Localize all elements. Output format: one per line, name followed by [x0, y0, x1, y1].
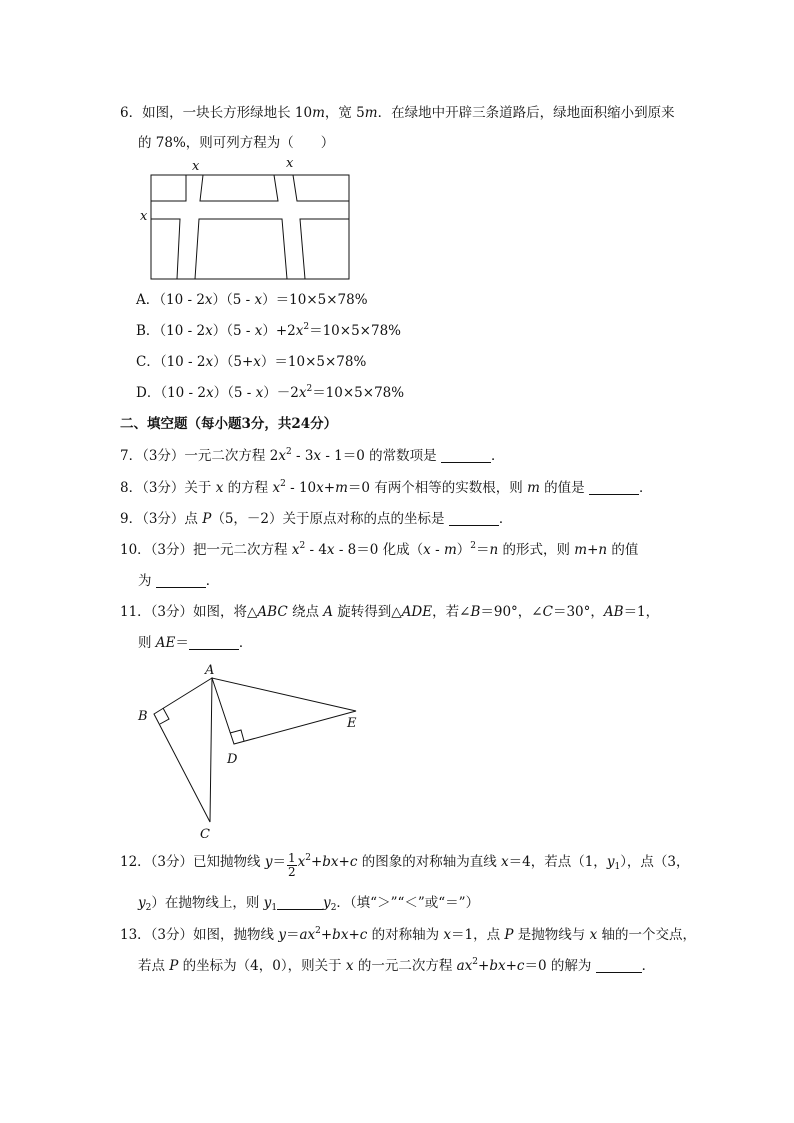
q6-option-b: B．$(10 - 2x)(5 - x)+2x^2=10\times 5\times 78\%$: [136, 322, 401, 339]
section-title: 二、填空题（每小题3分，共24分）: [120, 416, 338, 432]
q6-stem-line1: 6．如图，一块长方形绿地长 10m，宽 5m．在绿地中开辟三条道路后，绿地面积缩小到原来: [120, 105, 675, 121]
point-a: A: [205, 663, 215, 678]
label-x-left: x: [140, 209, 148, 224]
q12-line1: 12．（3分）已知抛物线 y＝ $\frac{1}{2}$ $x^2+bx+c$ 的图象的对称轴为直线 x＝4，若点（1，$y_1$），点（3，: [120, 851, 690, 879]
point-c: C: [200, 827, 210, 842]
q11-line2: 则 AE＝ ．: [138, 635, 253, 651]
q10-line2: 为 ．: [138, 573, 220, 589]
point-e: E: [347, 716, 357, 731]
q12-line2: $y_2$）在抛物线上，则 $y_1$ $y_2$．（填“＞”“＜”或“＝”）: [138, 895, 480, 913]
q9: 9．（3分）点 P（5，－2）关于原点对称的点的坐标是 ．: [120, 511, 513, 527]
point-d: D: [227, 752, 238, 767]
point-b: B: [138, 709, 148, 724]
q6-road-figure: [140, 155, 355, 283]
q8: 8．（3分）关于 x 的方程 $x^2 - 10x+m=0$ 有两个相等的实数根，则 m 的值是 ．: [120, 479, 653, 496]
q6-stem-line2: 的 78%，则可列方程为（ ）: [138, 135, 335, 151]
q13-line1: 13．（3分）如图，抛物线 $y=ax^2+bx+c$ 的对称轴为 x＝1，点 P 是抛物线与 x 轴的一个交点，: [120, 926, 697, 943]
q6-option-a: A．（10 - 2x）（5 - x）＝10×5×78%: [136, 292, 368, 308]
label-x-top-left: x: [192, 159, 200, 174]
q11-line1: 11．（3分）如图，将△ABC 绕点 A 旋转得到△ADE，若∠B＝90°，∠C＝30°，AB＝1，: [120, 604, 660, 620]
q10-line1: 10．（3分）把一元二次方程 $x^2 - 4x - 8=0$ 化成（x - m）$^2$＝n 的形式，则 m+n 的值: [120, 541, 639, 558]
q7: 7．（3分）一元二次方程 $2x^2 - 3x - 1=0$ 的常数项是 ．: [120, 447, 505, 464]
label-x-top-right: x: [286, 156, 294, 171]
q6-option-d: D．$(10 - 2x)(5 - x)-2x^2=10\times 5\times 78\%$: [136, 384, 405, 401]
q13-line2: 若点 P 的坐标为（4，0），则关于 x 的一元二次方程 $ax^2+bx+c=0$ 的解为 ．: [138, 957, 656, 974]
q6-option-c: C．（10 - 2x）（5+x）＝10×5×78%: [136, 354, 367, 370]
fraction-one-half: $\frac{1}{2}$: [287, 851, 296, 879]
q11-triangle-figure: [130, 660, 370, 845]
